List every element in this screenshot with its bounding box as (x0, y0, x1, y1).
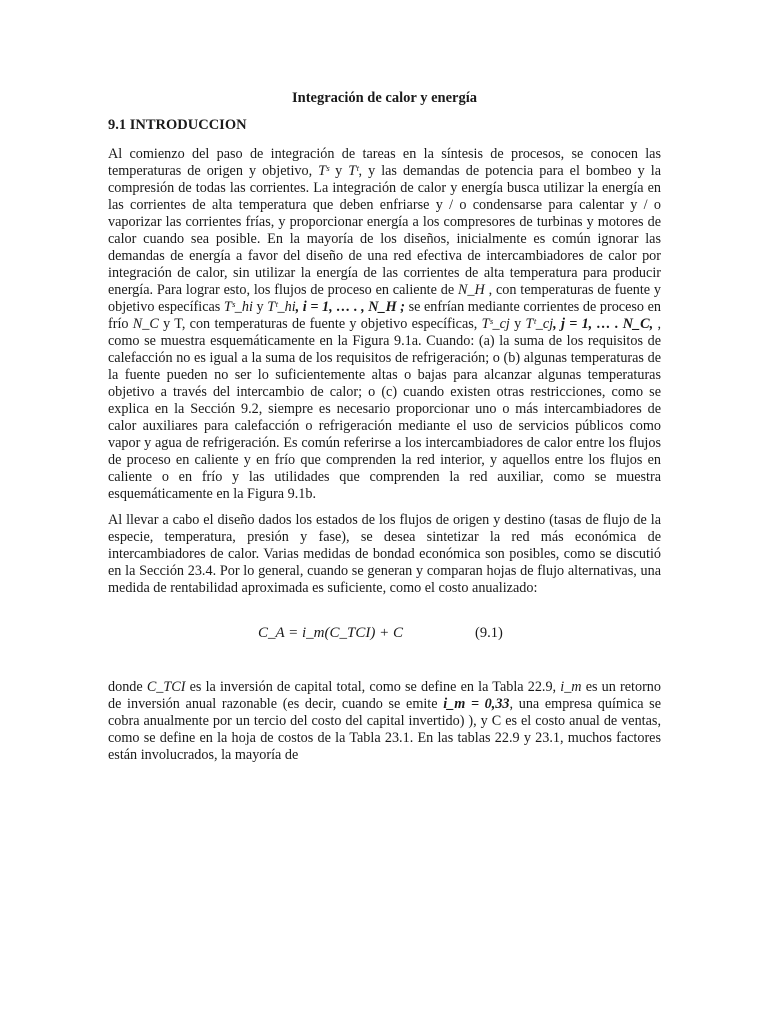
equation-expression: C_A = i_m(C_TCI) + C (258, 625, 403, 641)
math-nc: N_C (132, 316, 159, 332)
paragraph-design: Al llevar a cabo el diseño dados los estados de los flujos de origen y destino (tasas de flujo de la especie, temperatura, presión y fase), se desea sintetizar la red más económica de intercambiadores de calor. Varias medidas de bondad económica son posibles, como se discutió en la Sección 23.4. Por lo general, cuando se generan y comparan hojas de flujo alternativas, una medida de rentabilidad aproximada es suficiente, como el costo anualizado: (108, 512, 661, 596)
math-im-value: i_m = 0,33 (443, 696, 510, 712)
section-heading: 9.1 INTRODUCCION (108, 117, 247, 133)
document-body (108, 90, 661, 773)
math-j-range: , j = 1, … . N_C, (553, 316, 654, 332)
math-nh: N_H (457, 282, 485, 298)
math-im: i_m (560, 679, 582, 695)
math-tt: Tᵗ (348, 163, 359, 179)
document-title: Integración de calor y energía (292, 90, 477, 106)
math-ts: Tˢ (318, 163, 330, 179)
math-i-range: , i = 1, … . , N_H ; (295, 299, 405, 315)
math-tct: Tᵗ_cj (525, 316, 554, 332)
equation-number: (9.1) (475, 625, 503, 641)
equation-annualized-cost (108, 615, 661, 655)
math-ths: Tˢ_hi (223, 299, 253, 315)
math-tcs: Tˢ_cj (481, 316, 510, 332)
math-tht: Tᵗ_hi (267, 299, 296, 315)
math-ctci: C_TCI (146, 679, 186, 695)
paragraph-definitions: donde C_TCI es la inversión de capital total, como se define en la Tabla 22.9, i_m es un retorno de inversión anual razonable (es decir, cuando se emite i_m = 0,33, una empresa química se cobra anualmente por un tercio del costo del capital invertido) ), y C es el costo anual de ventas, como se define en la hoja de costos de la Tabla 23.1. En las tablas 22.9 y 23.1, muchos factores están involucrados, la mayoría de (108, 679, 661, 763)
paragraph-introduction: Al comienzo del paso de integración de tareas en la síntesis de procesos, se conocen las temperaturas de origen y objetivo, Tˢ y Tᵗ, y las demandas de potencia para el bombeo y la compresión de todas las corrientes. La integración de calor y energía busca utilizar la energía en las corrientes de alta temperatura que deben enfriarse y / o condensarse para calentar y / o vaporizar las corrientes frías, y proporcionar energía a los compresores de turbinas y motores de calor cuando sea posible. En la mayoría de los diseños, inicialmente es común ignorar las demandas de energía a favor del diseño de una red efectiva de intercambiadores de calor por integración de calor, sin utilizar la energía de las corrientes de alta temperatura para producir energía. Para lograr esto, los flujos de proceso en caliente de N_H , con temperaturas de fuente y objetivo específicas Tˢ_hi y Tᵗ_hi, i = 1, … . , N_H ; se enfrían mediante corrientes de proceso en frío N_C y T, con temperaturas de fuente y objetivo específicas, Tˢ_cj y Tᵗ_cj, j = 1, … . N_C, , como se muestra esquemáticamente en la Figura 9.1a. Cuando: (a) la suma de los requisitos de calefacción no es igual a la suma de los requisitos de refrigeración; o (b) algunas temperaturas de la fuente pueden no ser lo suficientemente altas o bajas para alcanzar algunas temperaturas objetivo a través del intercambio de calor; o (c) cuando existen otras restricciones, como se explica en la Sección 9.2, siempre es necesario proporcionar uno o más intercambiadores de calor auxiliares para calefacción o refrigeración mediante el uso de servicios públicos como vapor y agua de refrigeración. Es común referirse a los intercambiadores de calor entre los flujos de proceso en caliente y en frío que comprenden la red interior, y aquellos entre los flujos en caliente o en frío y las utilidades que comprenden la red auxiliar, como se muestra esquemáticamente en la Figura 9.1b. (108, 146, 662, 502)
